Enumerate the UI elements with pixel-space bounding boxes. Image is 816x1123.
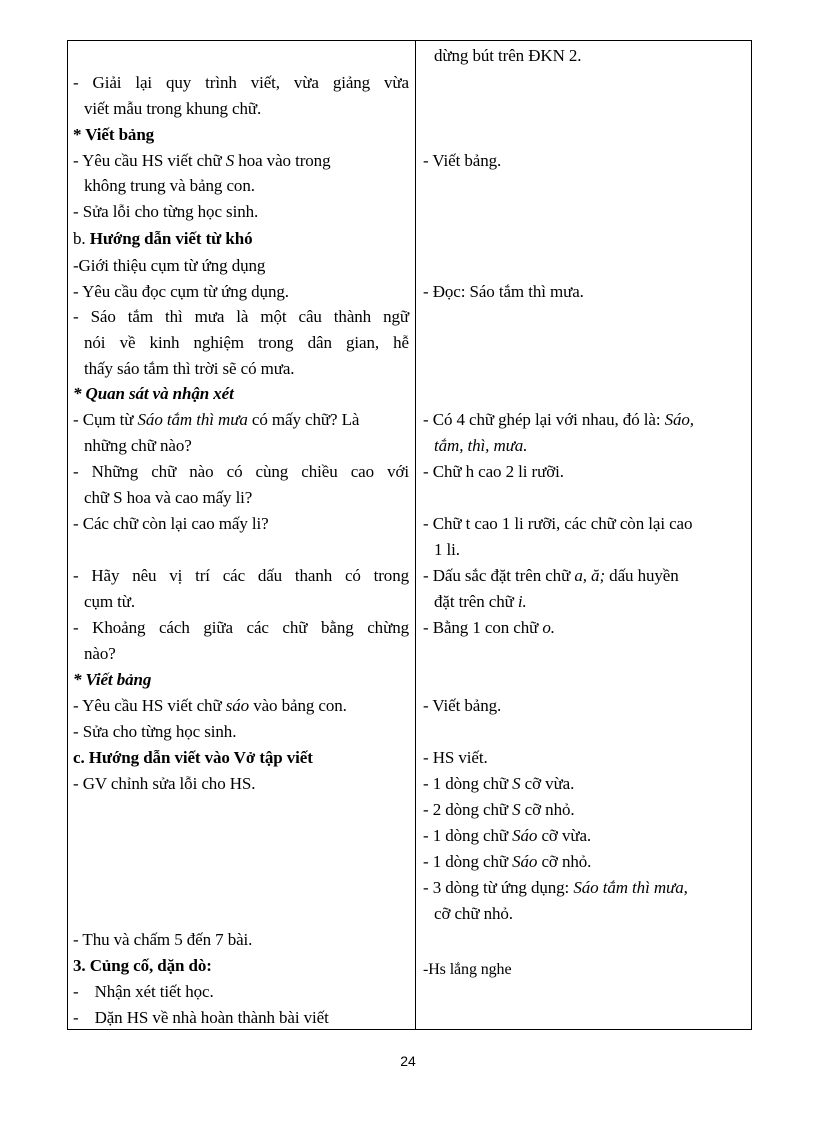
text-line: - 2 dòng chữ S cỡ nhỏ. bbox=[423, 800, 575, 819]
text-line: - Nhận xét tiết học. bbox=[73, 982, 214, 1001]
text-line: đặt trên chữ i. bbox=[434, 592, 527, 611]
section-heading: * Viết bảng bbox=[73, 125, 155, 144]
text-line: không trung và bảng con. bbox=[84, 176, 255, 195]
text-line: tắm, thì, mưa. bbox=[434, 436, 528, 455]
text-line: những chữ nào? bbox=[84, 436, 192, 455]
text-line: - GV chỉnh sửa lỗi cho HS. bbox=[73, 774, 256, 793]
text-line: - 3 dòng từ ứng dụng: Sáo tắm thì mưa, bbox=[423, 878, 688, 897]
text-line: - Thu và chấm 5 đến 7 bài. bbox=[73, 930, 253, 949]
page-number: 24 bbox=[400, 1053, 416, 1069]
text-line: - 1 dòng chữ S cỡ vừa. bbox=[423, 774, 575, 793]
text-line: - Dấu sắc đặt trên chữ a, ă; dấu huyền bbox=[423, 566, 679, 585]
section-heading: * Viết bảng bbox=[73, 670, 152, 689]
text-line: nào? bbox=[84, 644, 116, 663]
text-line: -Hs lắng nghe bbox=[423, 961, 512, 978]
text-line: - 1 dòng chữ Sáo cỡ nhỏ. bbox=[423, 852, 592, 871]
text-line: - 1 dòng chữ Sáo cỡ vừa. bbox=[423, 826, 592, 845]
text-line: viết mẫu trong khung chữ. bbox=[84, 99, 262, 118]
text-line: - Bằng 1 con chữ o. bbox=[423, 618, 555, 637]
section-heading: 3. Củng cố, dặn dò: bbox=[73, 956, 212, 975]
text-line: cụm từ. bbox=[84, 592, 136, 611]
text-line: - Viết bảng. bbox=[423, 151, 502, 170]
text-line: - Viết bảng. bbox=[423, 696, 502, 715]
text-line: - Những chữ nào có cùng chiều cao với bbox=[73, 462, 409, 481]
text-line: - Sửa cho từng học sinh. bbox=[73, 722, 237, 741]
text-line: - Sáo tắm thì mưa là một câu thành ngữ bbox=[73, 307, 409, 326]
text-line: - Hãy nêu vị trí các dấu thanh có trong bbox=[73, 566, 409, 585]
column-divider bbox=[415, 40, 416, 1030]
text-line: - Chữ h cao 2 li rưỡi. bbox=[423, 462, 564, 481]
text-line: 1 li. bbox=[434, 540, 460, 559]
text-line: -Giới thiệu cụm từ ứng dụng bbox=[73, 256, 266, 275]
text-line: - Đọc: Sáo tắm thì mưa. bbox=[423, 282, 584, 301]
text-line: - Giải lại quy trình viết, vừa giảng vừa bbox=[73, 73, 409, 92]
text-line: dừng bút trên ĐKN 2. bbox=[434, 46, 582, 65]
text-line: - Yêu cầu HS viết chữ S hoa vào trong bbox=[73, 151, 331, 170]
text-line: - Sửa lỗi cho từng học sinh. bbox=[73, 202, 259, 221]
text-line: - Yêu cầu đọc cụm từ ứng dụng. bbox=[73, 282, 289, 301]
text-line: - Yêu cầu HS viết chữ sáo vào bảng con. bbox=[73, 696, 347, 715]
text-line: - Có 4 chữ ghép lại với nhau, đó là: Sáo, bbox=[423, 410, 694, 429]
text-line: - HS viết. bbox=[423, 748, 488, 767]
text-line: thấy sáo tắm thì trời sẽ có mưa. bbox=[84, 359, 295, 378]
section-heading: c. Hướng dẫn viết vào Vở tập viết bbox=[73, 748, 313, 767]
text-line: - Cụm từ Sáo tắm thì mưa có mấy chữ? Là bbox=[73, 410, 360, 429]
text-line: chữ S hoa và cao mấy li? bbox=[84, 488, 253, 507]
text-line: - Dặn HS về nhà hoàn thành bài viết bbox=[73, 1008, 329, 1027]
text-line: cỡ chữ nhỏ. bbox=[434, 904, 513, 923]
text-line: - Chữ t cao 1 li rưỡi, các chữ còn lại cao bbox=[423, 514, 693, 533]
section-heading: * Quan sát và nhận xét bbox=[73, 384, 234, 403]
text-line: - Các chữ còn lại cao mấy li? bbox=[73, 514, 269, 533]
section-heading: b. Hướng dẫn viết từ khó bbox=[73, 229, 253, 248]
text-line: - Khoảng cách giữa các chữ bằng chừng bbox=[73, 618, 409, 637]
text-line: nói về kinh nghiệm trong dân gian, hễ bbox=[84, 333, 409, 352]
